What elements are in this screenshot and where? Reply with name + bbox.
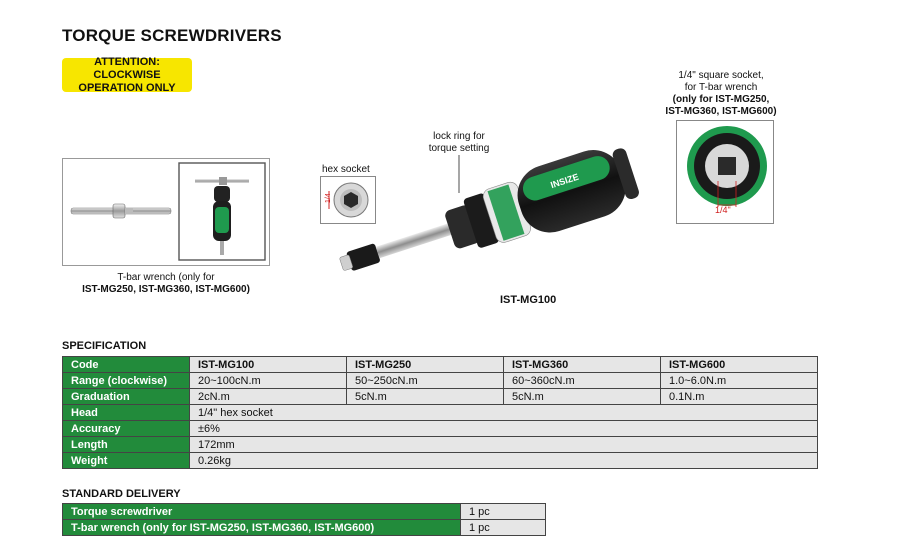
spec-cell: IST-MG250 bbox=[347, 357, 504, 373]
square-socket-inset bbox=[676, 120, 774, 224]
square-socket-label-line-2: for T-bar wrench bbox=[684, 82, 758, 93]
spec-row-code bbox=[63, 357, 818, 373]
square-socket-label bbox=[660, 70, 782, 118]
hex-socket-label: hex socket bbox=[322, 164, 370, 175]
spec-row-accuracy bbox=[63, 421, 818, 437]
torque-screwdriver-illustration bbox=[330, 125, 670, 285]
lock-ring-label-line-2: torque setting bbox=[428, 143, 490, 154]
square-socket-label-line-4: IST-MG360, IST-MG600) bbox=[665, 106, 777, 117]
svg-text:1/4: 1/4 bbox=[325, 193, 332, 203]
spec-label: Graduation bbox=[63, 389, 190, 405]
attention-line-2: OPERATION ONLY bbox=[78, 81, 176, 94]
spec-row-weight bbox=[63, 453, 818, 469]
delivery-qty: 1 pc bbox=[461, 504, 546, 520]
main-model-label: IST-MG100 bbox=[500, 294, 557, 306]
delivery-table bbox=[62, 503, 546, 536]
spec-row-range bbox=[63, 373, 818, 389]
spec-label: Head bbox=[63, 405, 190, 421]
tbar-caption-line-1: T-bar wrench (only for bbox=[117, 272, 215, 283]
attention-badge bbox=[62, 55, 192, 94]
tbar-wrench-illustration bbox=[63, 159, 269, 265]
spec-cell: IST-MG100 bbox=[190, 357, 347, 373]
delivery-title: STANDARD DELIVERY bbox=[62, 488, 181, 500]
spec-label: Length bbox=[63, 437, 190, 453]
spec-cell: 0.26kg bbox=[190, 453, 818, 469]
lock-ring-label-line-1: lock ring for bbox=[433, 131, 485, 142]
spec-cell: 50~250cN.m bbox=[347, 373, 504, 389]
square-socket-label-line-3: (only for IST-MG250, bbox=[672, 94, 770, 105]
spec-cell: 172mm bbox=[190, 437, 818, 453]
spec-row-head bbox=[63, 405, 818, 421]
tbar-caption bbox=[62, 272, 270, 296]
square-socket-dim-label: 1/4" bbox=[715, 205, 731, 215]
spec-row-graduation bbox=[63, 389, 818, 405]
brand-logo-text: INSIZE bbox=[549, 171, 580, 191]
specification-table bbox=[62, 356, 818, 469]
spec-label: Weight bbox=[63, 453, 190, 469]
spec-label: Accuracy bbox=[63, 421, 190, 437]
spec-cell: IST-MG360 bbox=[504, 357, 661, 373]
spec-cell: 60~360cN.m bbox=[504, 373, 661, 389]
spec-cell: 20~100cN.m bbox=[190, 373, 347, 389]
spec-cell: 2cN.m bbox=[190, 389, 347, 405]
spec-label: Code bbox=[63, 357, 190, 373]
tbar-caption-line-2: IST-MG250, IST-MG360, IST-MG600) bbox=[82, 284, 250, 295]
spec-cell: 1/4" hex socket bbox=[190, 405, 818, 421]
spec-cell: ±6% bbox=[190, 421, 818, 437]
spec-label: Range (clockwise) bbox=[63, 373, 190, 389]
attention-line-1: ATTENTION: CLOCKWISE bbox=[93, 55, 161, 81]
spec-cell: IST-MG600 bbox=[661, 357, 818, 373]
spec-cell: 0.1N.m bbox=[661, 389, 818, 405]
spec-row-length bbox=[63, 437, 818, 453]
tbar-image-panel bbox=[62, 158, 270, 266]
spec-cell: 5cN.m bbox=[347, 389, 504, 405]
page-title: TORQUE SCREWDRIVERS bbox=[62, 26, 282, 45]
delivery-label: T-bar wrench (only for IST-MG250, IST-MG360, IST-MG600) bbox=[63, 520, 461, 536]
delivery-row bbox=[63, 504, 546, 520]
delivery-label: Torque screwdriver bbox=[63, 504, 461, 520]
delivery-qty: 1 pc bbox=[461, 520, 546, 536]
specification-title: SPECIFICATION bbox=[62, 340, 147, 352]
spec-cell: 1.0~6.0N.m bbox=[661, 373, 818, 389]
square-socket-label-line-1: 1/4" square socket, bbox=[678, 70, 764, 81]
spec-cell: 5cN.m bbox=[504, 389, 661, 405]
delivery-row bbox=[63, 520, 546, 536]
